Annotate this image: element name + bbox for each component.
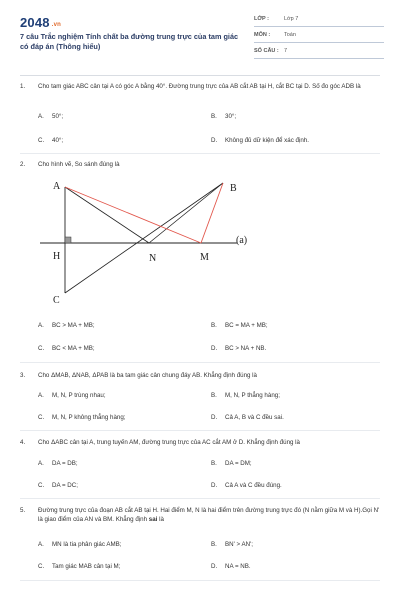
question-text-emphasis: sai: [148, 516, 158, 523]
meta-count-value: 7: [284, 48, 288, 54]
question-divider: [20, 362, 380, 363]
question-text: Cho tam giác ABC cân tại A có góc A bằng 40°. Đường trung trực của AB cắt AB tại H, cắt BC tại D. Số đo góc ADB là: [38, 83, 361, 90]
option-letter: D.: [211, 414, 218, 421]
option-text: M, N, P trùng nhau;: [52, 392, 106, 399]
option-text: DA = DB;: [52, 460, 78, 467]
segment-an: [65, 187, 149, 243]
option-text: Cả A và C đều đúng.: [225, 482, 282, 489]
question-number: 4.: [20, 439, 26, 446]
option-text: BC < MA + MB;: [52, 345, 95, 352]
question-text-main: Đường trung trực của đoạn AB cắt AB tại H. Hai điểm M, N là hai điểm trên đường trung trực đó (N nằm giữa M và H).Gọi N' là giao điểm của AN và BM. Khẳng định: [38, 507, 380, 523]
meta-count: [254, 44, 384, 59]
option-letter: B.: [211, 322, 217, 329]
option-letter: B.: [211, 541, 217, 548]
q1-option-c[interactable]: [38, 137, 63, 144]
q3-option-d[interactable]: [211, 414, 284, 421]
label-b: B: [230, 183, 237, 194]
meta-class-key: LỚP :: [254, 16, 269, 22]
logo-text: 2048: [20, 15, 50, 30]
question-divider: [20, 580, 380, 581]
option-letter: A.: [38, 392, 44, 399]
option-text: BN' > AN';: [225, 541, 253, 548]
geometry-figure: [35, 175, 265, 315]
question-text: Cho hình vẽ, So sánh đúng là: [38, 161, 120, 168]
option-text: 50°;: [52, 113, 64, 120]
question-number: 5.: [20, 507, 26, 514]
document-header: [0, 0, 400, 62]
option-letter: A.: [38, 541, 44, 548]
q2-option-d[interactable]: [211, 345, 266, 352]
right-angle-mark: [65, 237, 71, 243]
header-divider: [20, 75, 380, 76]
option-text: M, N, P thẳng hàng;: [225, 392, 280, 399]
option-text: NA = NB.: [225, 563, 251, 570]
meta-subject: [254, 28, 384, 43]
question-text: Cho ΔABC cân tại A, trung tuyến AM, đường trung trực của AC cắt AM ở D. Khẳng định đúng là: [38, 439, 300, 446]
label-m: M: [200, 252, 209, 263]
meta-subject-value: Toán: [284, 32, 296, 38]
q5-option-d[interactable]: [211, 563, 251, 570]
option-text: Không đủ dữ kiện để xác định.: [225, 137, 309, 144]
question-number: 3.: [20, 372, 26, 379]
option-letter: C.: [38, 414, 45, 421]
document-title: 7 câu Trắc nghiệm Tính chất ba đường trung trực của tam giác có đáp án (Thông hiểu): [20, 32, 239, 51]
site-logo[interactable]: [20, 15, 61, 30]
q2-option-a[interactable]: [38, 322, 95, 329]
meta-class-value: Lớp 7: [284, 16, 299, 22]
option-letter: D.: [211, 345, 218, 352]
option-letter: B.: [211, 113, 217, 120]
option-text: M, N, P không thẳng hàng;: [52, 414, 126, 421]
label-n: N: [149, 253, 157, 264]
question-number: 2.: [20, 161, 26, 168]
option-text: BC = MA + MB;: [225, 322, 268, 329]
question-divider: [20, 153, 380, 154]
q2-option-b[interactable]: [211, 322, 268, 329]
q1-option-b[interactable]: [211, 113, 236, 120]
q4-option-d[interactable]: [211, 482, 282, 489]
meta-count-key: SỐ CÂU :: [254, 48, 279, 54]
label-c: C: [53, 295, 60, 306]
option-text: DA = DC;: [52, 482, 78, 489]
segment-am: [65, 187, 201, 243]
segment-cb: [65, 183, 223, 293]
label-line-a: (a): [236, 235, 248, 246]
q5-option-b[interactable]: [211, 541, 253, 548]
option-text: DA = DM;: [225, 460, 252, 467]
meta-subject-key: MÔN :: [254, 32, 271, 38]
question-text-end: là: [157, 516, 164, 523]
logo-suffix: .vn: [51, 22, 62, 28]
q3-option-a[interactable]: [38, 392, 106, 399]
question-text: Cho ΔMAB, ΔNAB, ΔPAB là ba tam giác cân chung đáy AB. Khẳng định đúng là: [38, 372, 258, 379]
option-letter: D.: [211, 137, 218, 144]
question-divider: [20, 430, 380, 431]
option-text: Cả A, B và C đều sai.: [225, 414, 284, 421]
option-text: 40°;: [52, 137, 64, 144]
option-text: MN là tia phân giác AMB;: [52, 541, 122, 548]
option-text: BC > MA + MB;: [52, 322, 95, 329]
option-letter: C.: [38, 563, 45, 570]
option-letter: A.: [38, 322, 44, 329]
q4-option-a[interactable]: [38, 460, 78, 467]
q3-option-c[interactable]: [38, 414, 126, 421]
question-text: [38, 506, 380, 524]
q4-option-b[interactable]: [211, 460, 252, 467]
q5-option-a[interactable]: [38, 541, 121, 548]
question-divider: [20, 498, 380, 499]
option-letter: A.: [38, 460, 44, 467]
q1-option-a[interactable]: [38, 113, 63, 120]
label-a: A: [53, 181, 61, 192]
option-letter: A.: [38, 113, 44, 120]
q5-option-c[interactable]: [38, 563, 120, 570]
option-text: BC > NA + NB.: [225, 345, 267, 352]
q1-option-d[interactable]: [211, 137, 309, 144]
option-letter: C.: [38, 345, 45, 352]
option-letter: D.: [211, 563, 218, 570]
question-number: 1.: [20, 83, 26, 90]
option-text: 30°;: [225, 113, 237, 120]
q4-option-c[interactable]: [38, 482, 78, 489]
option-letter: B.: [211, 460, 217, 467]
option-letter: D.: [211, 482, 218, 489]
label-h: H: [53, 251, 61, 262]
q2-option-c[interactable]: [38, 345, 95, 352]
option-letter: C.: [38, 137, 45, 144]
option-letter: B.: [211, 392, 217, 399]
option-text: Tam giác MAB cân tại M;: [52, 563, 121, 570]
meta-class: [254, 12, 384, 27]
q3-option-b[interactable]: [211, 392, 280, 399]
option-letter: C.: [38, 482, 45, 489]
